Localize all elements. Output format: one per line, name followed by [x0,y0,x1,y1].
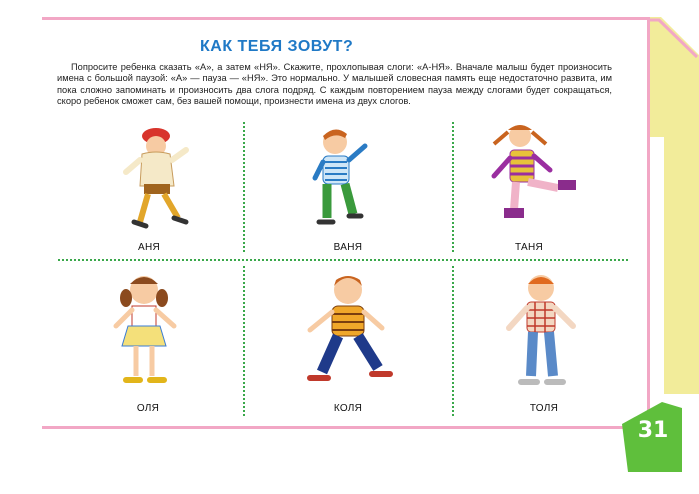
grid-divider-v3 [243,266,245,416]
name-label-tolya: ТОЛЯ [529,403,559,414]
name-label-tanya: ТАНЯ [514,242,544,253]
illustration-boy-tolya [497,268,587,393]
grid-divider-v4 [452,266,454,416]
illustration-boy-kolya [300,268,400,393]
grid-divider-h [58,259,628,261]
page-number-badge [622,402,682,472]
page-number: 31 [637,418,669,443]
name-label-anya: АНЯ [137,242,160,253]
grid-divider-v2 [452,122,454,252]
page-frame-right [664,137,699,394]
name-label-kolya: КОЛЯ [333,403,363,414]
illustration-boy-vanya [305,122,385,237]
illustration-girl-anya [118,122,198,237]
page-title: КАК ТЕБЯ ЗОВУТ? [200,38,354,55]
illustration-girl-tanya [486,118,586,238]
name-label-vanya: ВАНЯ [333,242,363,253]
illustration-girl-olya [100,268,190,393]
name-label-olya: ОЛЯ [136,403,160,414]
intro-paragraph: Попросите ребенка сказать «А», а затем «НЯ». Скажите, прохлопывая слоги: «А-НЯ». Вначале малыш будет произносить имена с большой паузой: «А» — пауза — «НЯ». Это нормально. У малышей словесная память еще недостаточно развита, им пока сложно запоминать и произносить два слога подряд. С каждым повторением пауза между слогами будет сокращаться, скоро ребенок сможет сам, без вашей помощи, произнести имена из двух слогов. [57,62,612,107]
grid-divider-v1 [243,122,245,252]
